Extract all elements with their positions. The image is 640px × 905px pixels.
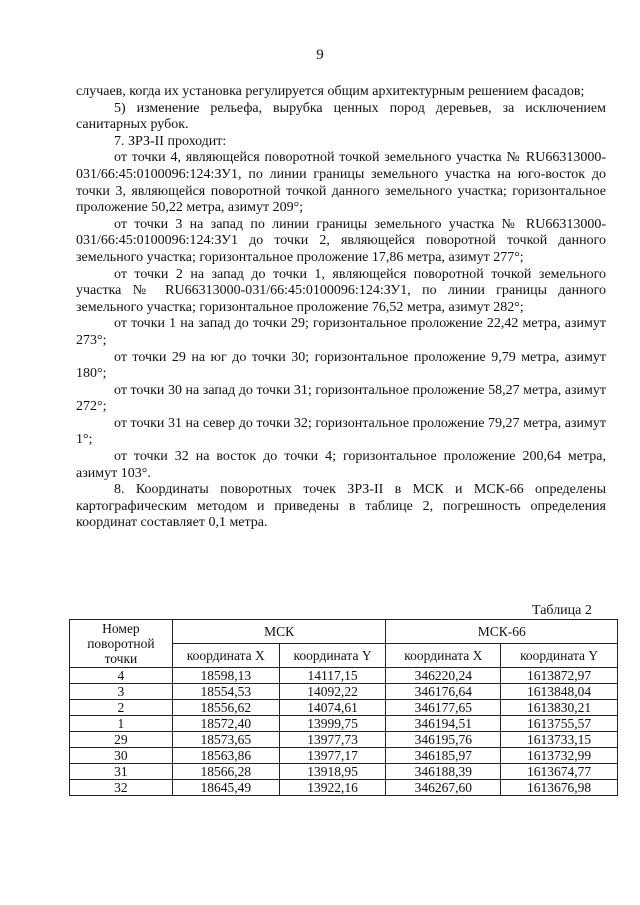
table-row <box>70 732 618 748</box>
cell-msk-y: 13922,16 <box>279 780 386 796</box>
cell-msk66-y: 1613830,21 <box>501 700 618 716</box>
cell-msk-y: 13977,17 <box>279 748 386 764</box>
cell-msk66-x: 346188,39 <box>386 764 501 780</box>
cell-msk66-x: 346177,65 <box>386 700 501 716</box>
cell-point-number: 32 <box>70 780 173 796</box>
cell-point-number: 30 <box>70 748 173 764</box>
paragraph-from-point-3: от точки 3 на запад по линии границы земельного участка № RU66313000-031/66:45:0100096:124:ЗУ1 до точки 2, являющейся поворотной точкой данного земельного участка; горизонтальное проложение 17,86 метра, азимут 277°; <box>76 216 606 265</box>
cell-point-number: 29 <box>70 732 173 748</box>
table-row <box>70 780 618 796</box>
cell-msk-y: 13918,95 <box>279 764 386 780</box>
cell-msk-x: 18573,65 <box>172 732 279 748</box>
header-msk66: МСК-66 <box>386 620 618 644</box>
paragraph-section-8: 8. Координаты поворотных точек ЗРЗ-II в МСК и МСК-66 определены картографическим методом и приведены в таблице 2, погрешность определения координат составляет 0,1 метра. <box>76 482 606 531</box>
cell-msk66-x: 346185,97 <box>386 748 501 764</box>
table-row <box>70 716 618 732</box>
table-row <box>70 684 618 700</box>
paragraph-from-point-29: от точки 29 на юг до точки 30; горизонтальное проложение 9,79 метра, азимут 180°; <box>76 349 606 382</box>
table-body <box>70 668 618 796</box>
header-msk66-y: координата Y <box>501 644 618 668</box>
cell-point-number: 2 <box>70 700 173 716</box>
body-text <box>76 84 606 532</box>
cell-msk66-x: 346194,51 <box>386 716 501 732</box>
paragraph-continuation: случаев, когда их установка регулируется общим архитектурным решением фасадов; <box>76 84 585 99</box>
paragraph-from-point-4: от точки 4, являющейся поворотной точкой земельного участка № RU66313000-031/66:45:0100096:124:ЗУ1, по линии границы земельного участка на юго-восток до точки 3, являющейся поворотной точкой данного земельного участка; горизонтальное проложение 50,22 метра, азимут 209°; <box>76 150 606 216</box>
table-row <box>70 700 618 716</box>
header-msk: МСК <box>172 620 386 644</box>
paragraph-from-point-2: от точки 2 на запад до точки 1, являющейся поворотной точкой земельного участка № RU66313000-031/66:45:0100096:124:ЗУ1, по линии границы данного земельного участка; горизонтальное проложение 76,52 метра, азимут 282°; <box>76 266 606 315</box>
cell-msk-x: 18598,13 <box>172 668 279 684</box>
cell-msk66-x: 346267,60 <box>386 780 501 796</box>
cell-msk66-y: 1613872,97 <box>501 668 618 684</box>
coordinates-table <box>69 619 618 796</box>
header-msk-y: координата Y <box>279 644 386 668</box>
cell-msk66-x: 346220,24 <box>386 668 501 684</box>
cell-msk66-y: 1613848,04 <box>501 684 618 700</box>
cell-msk-y: 14074,61 <box>279 700 386 716</box>
paragraph-from-point-31: от точки 31 на север до точки 32; горизонтальное проложение 79,27 метра, азимут 1°; <box>76 415 606 448</box>
cell-msk66-y: 1613732,99 <box>501 748 618 764</box>
cell-msk-y: 13999,75 <box>279 716 386 732</box>
cell-msk-y: 14092,22 <box>279 684 386 700</box>
cell-msk66-x: 346176,64 <box>386 684 501 700</box>
cell-msk-x: 18566,28 <box>172 764 279 780</box>
paragraph-section-7: 7. ЗРЗ-II проходит: <box>114 133 227 149</box>
cell-msk66-y: 1613676,98 <box>501 780 618 796</box>
cell-msk66-x: 346195,76 <box>386 732 501 748</box>
cell-msk-y: 14117,15 <box>279 668 386 684</box>
cell-msk-x: 18645,49 <box>172 780 279 796</box>
cell-msk-y: 13977,73 <box>279 732 386 748</box>
cell-msk-x: 18554,53 <box>172 684 279 700</box>
cell-point-number: 31 <box>70 764 173 780</box>
cell-msk66-y: 1613674,77 <box>501 764 618 780</box>
page-number: 9 <box>316 47 324 63</box>
paragraph-from-point-32: от точки 32 на восток до точки 4; горизонтальное проложение 200,64 метра, азимут 103°. <box>76 449 606 481</box>
paragraph-from-point-1: от точки 1 на запад до точки 29; горизонтальное проложение 22,42 метра, азимут 273°; <box>76 316 606 348</box>
paragraph-item-5: 5) изменение рельефа, вырубка ценных пород деревьев, за исключением санитарных рубок. <box>76 100 606 133</box>
paragraph-from-point-30: от точки 30 на запад до точки 31; горизонтальное проложение 58,27 метра, азимут 272°; <box>76 382 606 415</box>
cell-msk-x: 18563,86 <box>172 748 279 764</box>
table-row <box>70 668 618 684</box>
cell-msk-x: 18556,62 <box>172 700 279 716</box>
cell-msk66-y: 1613733,15 <box>501 732 618 748</box>
header-point-number: Номер поворотной точки <box>70 620 173 668</box>
table-row <box>70 748 618 764</box>
table-row <box>70 764 618 780</box>
cell-point-number: 3 <box>70 684 173 700</box>
cell-msk-x: 18572,40 <box>172 716 279 732</box>
cell-point-number: 4 <box>70 668 173 684</box>
header-msk-x: координата X <box>172 644 279 668</box>
header-msk66-x: координата X <box>386 644 501 668</box>
cell-point-number: 1 <box>70 716 173 732</box>
table-caption: Таблица 2 <box>532 603 592 618</box>
cell-msk66-y: 1613755,57 <box>501 716 618 732</box>
